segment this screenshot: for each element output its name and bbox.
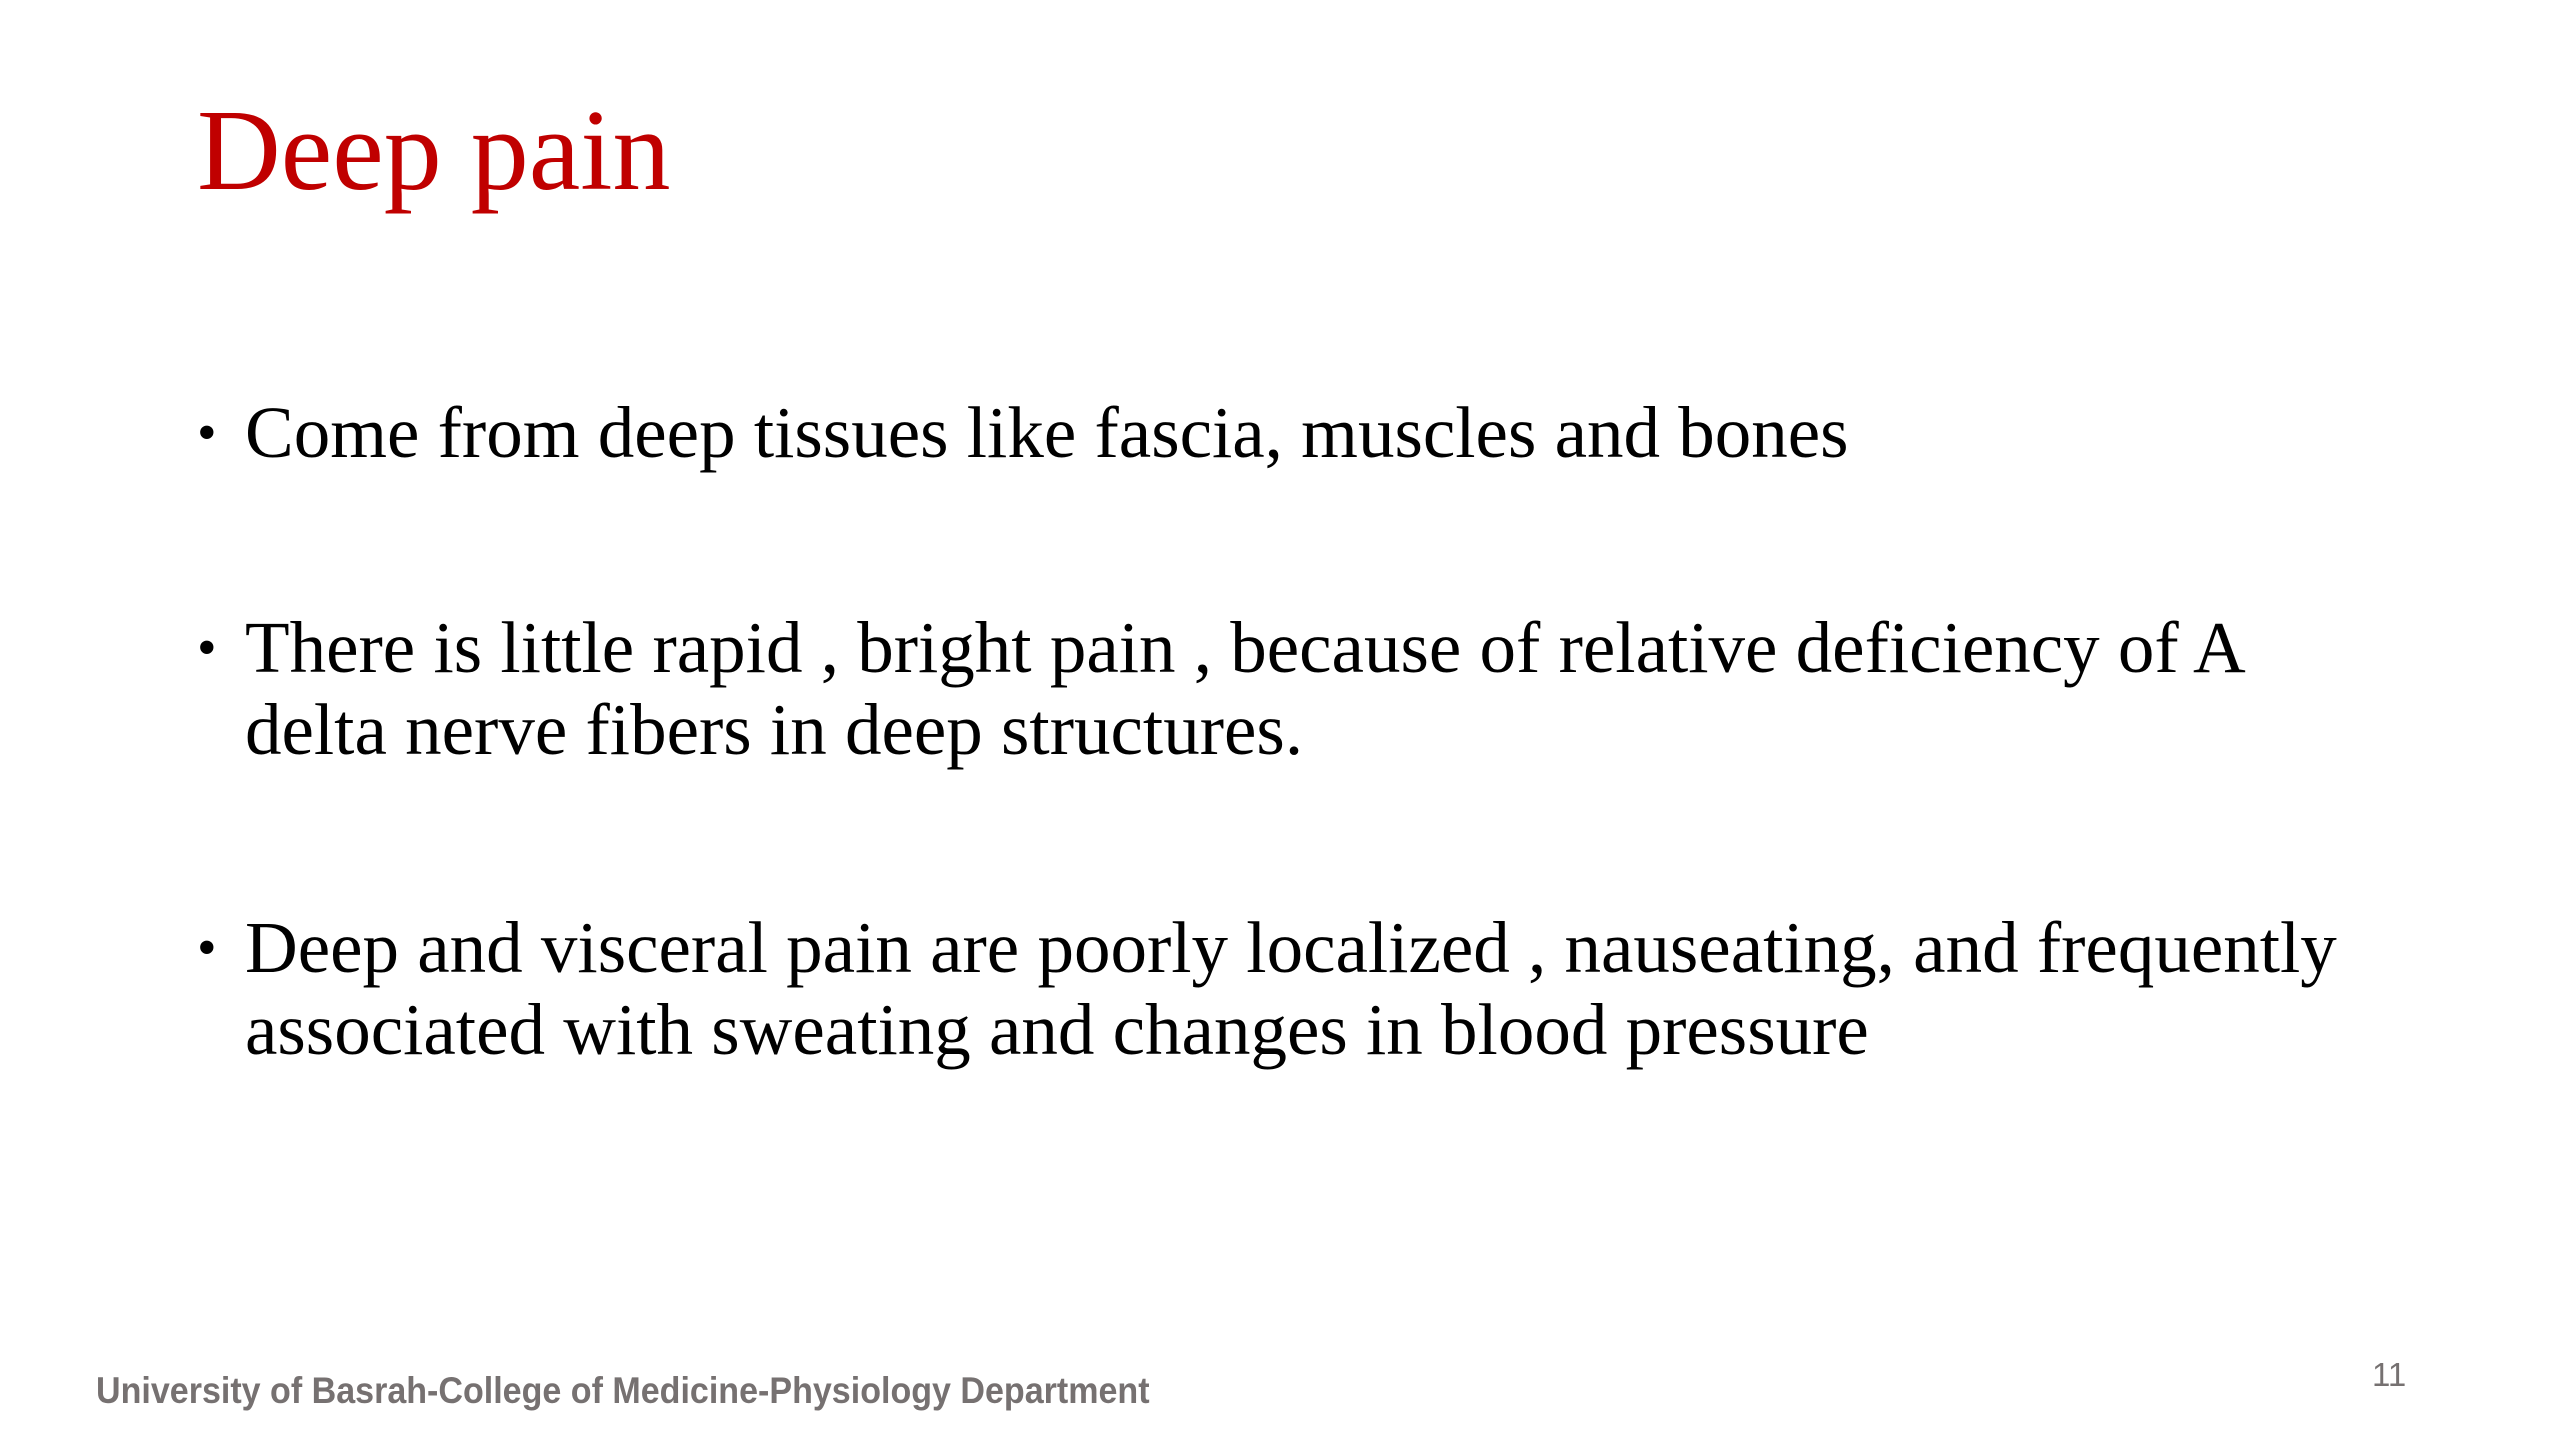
bullet-list xyxy=(197,392,2397,1204)
bullet-text: Come from deep tissues like fascia, muscles and bones xyxy=(245,392,1849,473)
footer-text: University of Basrah-College of Medicine-Physiology Department xyxy=(96,1370,1150,1411)
bullet-marker: • xyxy=(197,917,217,979)
bullet-item xyxy=(197,392,2397,474)
bullet-item xyxy=(197,907,2397,1071)
bullet-marker: • xyxy=(197,617,217,679)
bullet-marker: • xyxy=(197,402,217,464)
bullet-item xyxy=(197,607,2397,771)
slide-number: 11 xyxy=(2372,1356,2407,1393)
bullet-text: Deep and visceral pain are poorly localized , nauseating, and frequently associated with sweating and changes in blood pressure xyxy=(245,907,2337,1070)
slide-title: Deep pain xyxy=(197,87,671,215)
bullet-text: There is little rapid , bright pain , because of relative deficiency of A delta nerve fibers in deep structures. xyxy=(245,607,2242,770)
